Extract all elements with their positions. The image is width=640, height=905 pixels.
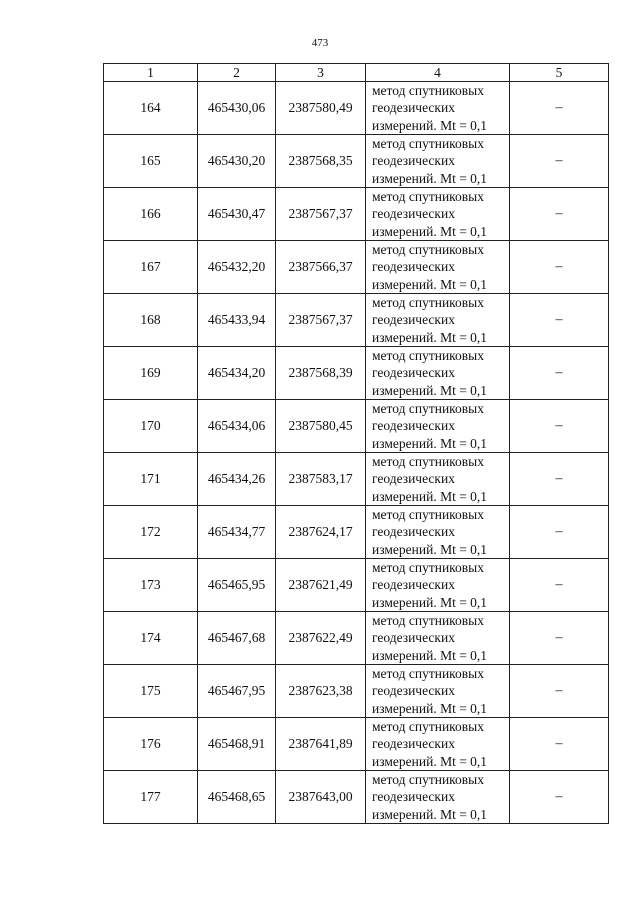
note-cell: –	[510, 506, 609, 559]
method-cell: метод спутниковых геодезических измерений. Mt = 0,1	[366, 665, 510, 718]
method-cell: метод спутниковых геодезических измерений. Mt = 0,1	[366, 347, 510, 400]
table-row	[104, 559, 609, 612]
x-coordinate-cell: 465468,91	[198, 718, 276, 771]
method-cell: метод спутниковых геодезических измерений. Mt = 0,1	[366, 612, 510, 665]
y-coordinate-cell: 2387580,49	[276, 82, 366, 135]
table-row	[104, 82, 609, 135]
point-number-cell: 167	[104, 241, 198, 294]
table-row	[104, 400, 609, 453]
point-number-cell: 175	[104, 665, 198, 718]
y-coordinate-cell: 2387567,37	[276, 294, 366, 347]
note-cell: –	[510, 188, 609, 241]
note-cell: –	[510, 771, 609, 824]
x-coordinate-cell: 465430,20	[198, 135, 276, 188]
point-number-cell: 170	[104, 400, 198, 453]
table-body	[104, 82, 609, 824]
point-number-cell: 177	[104, 771, 198, 824]
x-coordinate-cell: 465430,47	[198, 188, 276, 241]
x-coordinate-cell: 465434,77	[198, 506, 276, 559]
note-cell: –	[510, 612, 609, 665]
table-row	[104, 665, 609, 718]
x-coordinate-cell: 465434,06	[198, 400, 276, 453]
note-cell: –	[510, 665, 609, 718]
point-number-cell: 171	[104, 453, 198, 506]
note-cell: –	[510, 241, 609, 294]
x-coordinate-cell: 465468,65	[198, 771, 276, 824]
point-number-cell: 172	[104, 506, 198, 559]
table-row	[104, 453, 609, 506]
table-row	[104, 718, 609, 771]
x-coordinate-cell: 465434,20	[198, 347, 276, 400]
note-cell: –	[510, 400, 609, 453]
y-coordinate-cell: 2387641,89	[276, 718, 366, 771]
y-coordinate-cell: 2387643,00	[276, 771, 366, 824]
table-row	[104, 188, 609, 241]
header-row	[104, 64, 609, 82]
y-coordinate-cell: 2387580,45	[276, 400, 366, 453]
point-number-cell: 176	[104, 718, 198, 771]
header-col-3: 3	[276, 64, 366, 82]
header-col-1: 1	[104, 64, 198, 82]
method-cell: метод спутниковых геодезических измерений. Mt = 0,1	[366, 559, 510, 612]
point-number-cell: 165	[104, 135, 198, 188]
x-coordinate-cell: 465434,26	[198, 453, 276, 506]
y-coordinate-cell: 2387568,35	[276, 135, 366, 188]
y-coordinate-cell: 2387567,37	[276, 188, 366, 241]
x-coordinate-cell: 465432,20	[198, 241, 276, 294]
table-row	[104, 771, 609, 824]
method-cell: метод спутниковых геодезических измерений. Mt = 0,1	[366, 188, 510, 241]
table-row	[104, 612, 609, 665]
method-cell: метод спутниковых геодезических измерений. Mt = 0,1	[366, 135, 510, 188]
x-coordinate-cell: 465430,06	[198, 82, 276, 135]
note-cell: –	[510, 718, 609, 771]
y-coordinate-cell: 2387624,17	[276, 506, 366, 559]
x-coordinate-cell: 465467,95	[198, 665, 276, 718]
x-coordinate-cell: 465467,68	[198, 612, 276, 665]
method-cell: метод спутниковых геодезических измерений. Mt = 0,1	[366, 453, 510, 506]
y-coordinate-cell: 2387623,38	[276, 665, 366, 718]
page-number: 473	[311, 37, 329, 49]
y-coordinate-cell: 2387622,49	[276, 612, 366, 665]
table-row	[104, 241, 609, 294]
note-cell: –	[510, 559, 609, 612]
note-cell: –	[510, 135, 609, 188]
method-cell: метод спутниковых геодезических измерений. Mt = 0,1	[366, 718, 510, 771]
note-cell: –	[510, 294, 609, 347]
table-row	[104, 135, 609, 188]
note-cell: –	[510, 453, 609, 506]
header-col-4: 4	[366, 64, 510, 82]
point-number-cell: 168	[104, 294, 198, 347]
table-row	[104, 294, 609, 347]
coordinates-table	[103, 63, 609, 824]
y-coordinate-cell: 2387621,49	[276, 559, 366, 612]
table-row	[104, 347, 609, 400]
table-row	[104, 506, 609, 559]
y-coordinate-cell: 2387583,17	[276, 453, 366, 506]
point-number-cell: 164	[104, 82, 198, 135]
point-number-cell: 166	[104, 188, 198, 241]
method-cell: метод спутниковых геодезических измерений. Mt = 0,1	[366, 294, 510, 347]
method-cell: метод спутниковых геодезических измерений. Mt = 0,1	[366, 241, 510, 294]
method-cell: метод спутниковых геодезических измерений. Mt = 0,1	[366, 400, 510, 453]
y-coordinate-cell: 2387568,39	[276, 347, 366, 400]
point-number-cell: 173	[104, 559, 198, 612]
note-cell: –	[510, 347, 609, 400]
method-cell: метод спутниковых геодезических измерений. Mt = 0,1	[366, 82, 510, 135]
y-coordinate-cell: 2387566,37	[276, 241, 366, 294]
point-number-cell: 174	[104, 612, 198, 665]
table-header	[104, 64, 609, 82]
method-cell: метод спутниковых геодезических измерений. Mt = 0,1	[366, 506, 510, 559]
header-col-2: 2	[198, 64, 276, 82]
header-col-5: 5	[510, 64, 609, 82]
point-number-cell: 169	[104, 347, 198, 400]
method-cell: метод спутниковых геодезических измерений. Mt = 0,1	[366, 771, 510, 824]
x-coordinate-cell: 465433,94	[198, 294, 276, 347]
x-coordinate-cell: 465465,95	[198, 559, 276, 612]
note-cell: –	[510, 82, 609, 135]
